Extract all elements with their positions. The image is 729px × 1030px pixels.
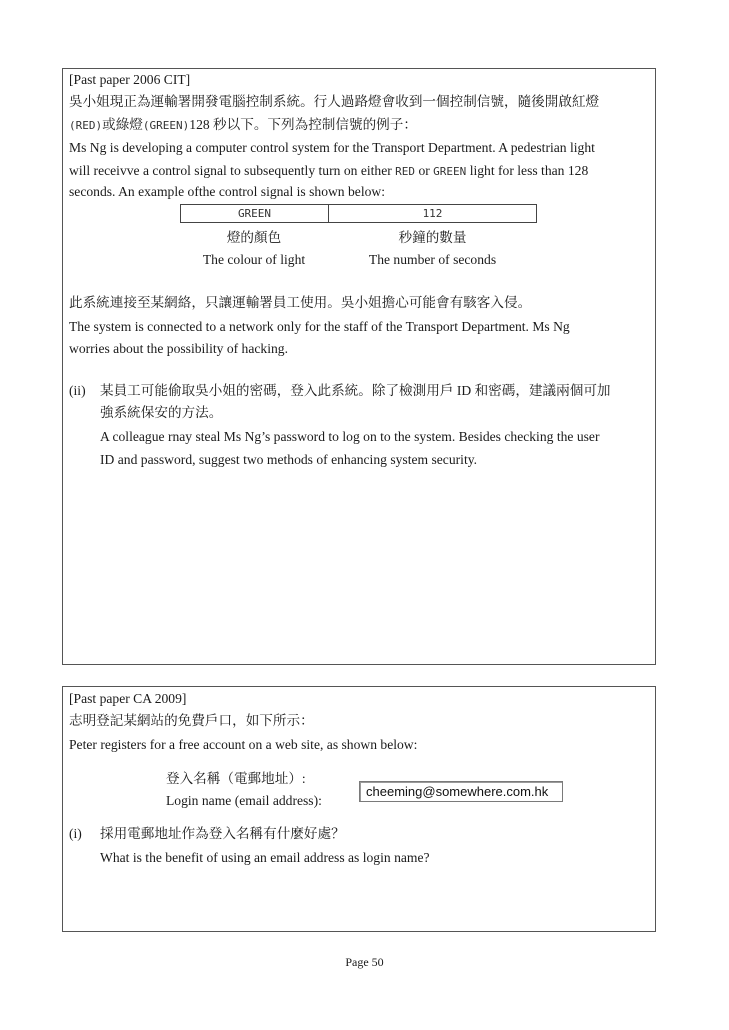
part-ii-english-line-1: A colleague rnay steal Ms Ng’s password to log on to the system. Besides checking the user [100, 429, 600, 444]
page-number: Page 50 [345, 955, 384, 969]
red-code: (RED) [69, 119, 103, 132]
caption-colour-en: The colour of light [202, 252, 306, 267]
signal-seconds-cell: 112 [422, 207, 443, 220]
english-intro: Peter registers for a free account on a web site, as shown below: [69, 737, 418, 752]
english-intro-line-2 [69, 162, 588, 181]
chinese-or-green: 或綠燈 [102, 117, 143, 132]
green-keyword: GREEN [433, 165, 467, 178]
part-label-i: (i) [69, 826, 82, 841]
caption-seconds-en: The number of seconds [368, 252, 497, 267]
english-or: or [415, 163, 434, 178]
signal-colour-cell: GREEN [181, 205, 329, 222]
question-box-2009 [62, 686, 656, 932]
english-network-line-2: worries about the possibility of hacking. [69, 341, 288, 356]
part-label-ii: (ii) [69, 383, 86, 398]
green-code: (GREEN) [142, 119, 190, 132]
control-signal-table [180, 204, 537, 223]
part-i-chinese: 採用電郵地址作為登入名稱有什麼好處？ [100, 826, 345, 841]
part-ii-chinese-line-2: 強系統保安的方法。 [100, 405, 223, 420]
chinese-intro: 志明登記某網站的免費戶口，如下所示： [69, 713, 314, 728]
chinese-intro-line-2 [69, 116, 417, 135]
question-header: [Past paper CA 2009] [69, 691, 187, 706]
part-i-english: What is the benefit of using an email address as login name? [100, 850, 430, 865]
login-label-en: Login name (email address): [166, 793, 322, 808]
english-intro-text-b: light for less than 128 [466, 163, 589, 178]
caption-seconds-zh: 秒鐘的數量 [398, 230, 467, 245]
login-name-field[interactable]: cheeming@somewhere.com.hk [359, 781, 563, 802]
chinese-intro-end: 128 秒以下。下列為控制信號的例子： [189, 117, 417, 132]
question-box-2006 [62, 68, 656, 665]
caption-colour-zh: 燈的顏色 [226, 230, 282, 245]
red-keyword: RED [395, 165, 416, 178]
chinese-intro-line-1: 吳小姐現正為運輸署開發電腦控制系統。行人過路燈會收到一個控制信號，隨後開啟紅燈 [69, 94, 600, 109]
chinese-network-text: 此系統連接至某網絡，只讓運輸署員工使用。吳小姐擔心可能會有駭客入侵。 [69, 295, 532, 310]
part-ii-english-line-2: ID and password, suggest two methods of enhancing system security. [100, 452, 478, 467]
english-intro-text-a: will receivve a control signal to subsequently turn on either [69, 163, 396, 178]
part-ii-chinese-line-1: 某員工可能偷取吳小姐的密碼，登入此系統。除了檢測用戶 ID 和密碼，建議兩個可加 [100, 383, 611, 398]
login-label-zh: 登入名稱（電郵地址）: [166, 771, 306, 786]
english-intro-line-3: seconds. An example ofthe control signal is shown below: [69, 184, 386, 199]
english-network-line-1: The system is connected to a network only for the staff of the Transport Department. Ms Ng [69, 319, 570, 334]
question-header: [Past paper 2006 CIT] [69, 72, 191, 87]
english-intro-line-1: Ms Ng is developing a computer control system for the Transport Department. A pedestrian light [69, 140, 595, 155]
